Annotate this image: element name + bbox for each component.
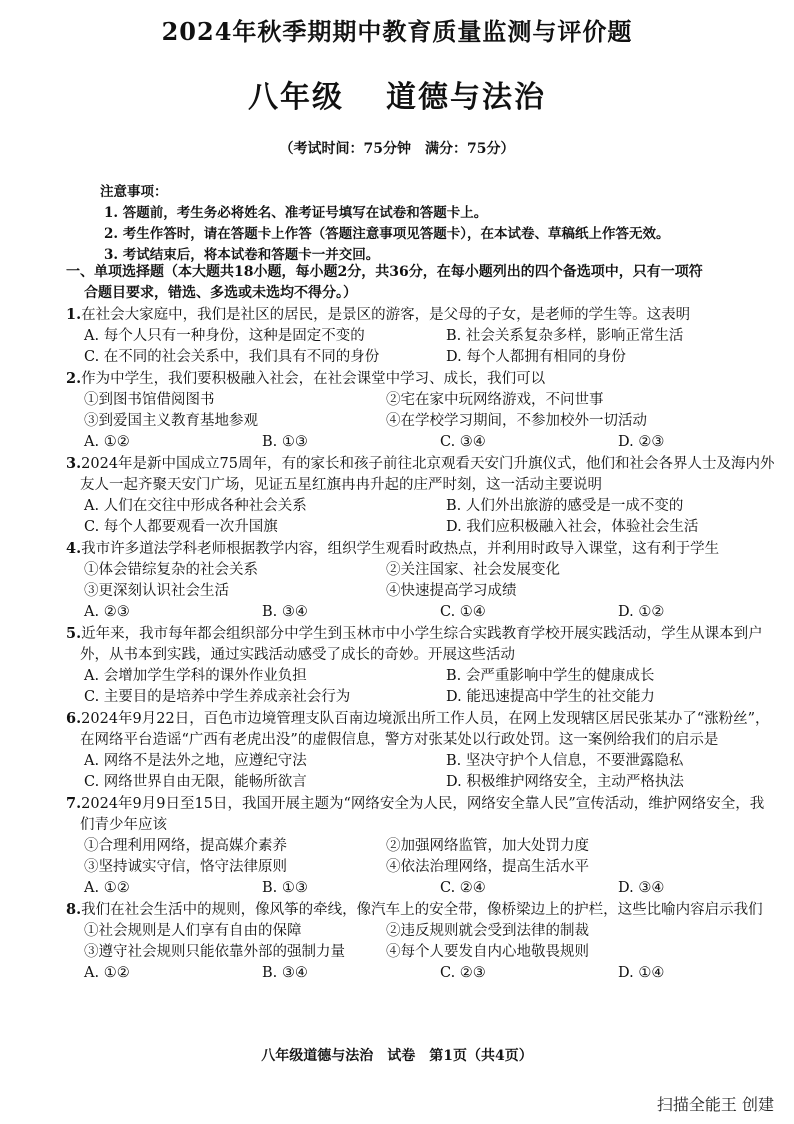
option-a: A. 网络不是法外之地，应遵纪守法 xyxy=(84,753,307,769)
option-c: C. ①④ xyxy=(440,604,486,620)
notice-item: 3. 考试结束后，将本试卷和答题卡一并交回。 xyxy=(104,247,380,263)
exam-title: 2024年秋季期期中教育质量监测与评价题 xyxy=(161,17,633,46)
question-7 xyxy=(66,793,778,899)
statement-3: ③更深刻认识社会生活 xyxy=(84,583,229,599)
option-b: B. ③④ xyxy=(262,604,308,620)
option-b: B. ③④ xyxy=(262,965,308,981)
option-d: D. 积极维护网络安全，主动严格执法 xyxy=(446,774,684,790)
statement-4: ④每个人要发自内心地敬畏规则 xyxy=(386,944,589,960)
question-stem: 近年来，我市每年都会组织部分中学生到玉林市中小学生综合实践教育学校开展实践活动，学生从课本到户外，从书本到实践，通过实践活动感受了成长的奇妙。开展这些活动 xyxy=(80,626,763,663)
statement-3: ③到爱国主义教育基地参观 xyxy=(84,413,258,429)
question-number: 6. xyxy=(66,710,82,727)
subject-label: 道德与法治 xyxy=(386,80,546,115)
statement-2: ②加强网络监管，加大处罚力度 xyxy=(386,838,589,854)
statement-3: ③遵守社会规则只能依靠外部的强制力量 xyxy=(84,944,345,960)
statement-1: ①体会错综复杂的社会关系 xyxy=(84,562,258,578)
option-c: C. 网络世界自由无限，能畅所欲言 xyxy=(84,774,307,790)
notice-block xyxy=(100,180,780,266)
question-4 xyxy=(66,538,778,623)
question-number: 4. xyxy=(66,540,82,557)
subject-heading xyxy=(0,72,794,116)
option-b: B. 社会关系复杂多样，影响正常生活 xyxy=(446,328,684,344)
option-c: C. ②③ xyxy=(440,965,486,981)
option-d: D. ②③ xyxy=(618,434,665,450)
question-stem: 我市许多道法学科老师根据教学内容，组织学生观看时政热点，并利用时政导入课堂，这有利于学生 xyxy=(81,541,720,557)
option-a: A. 人们在交往中形成各种社会关系 xyxy=(84,498,307,514)
exam-info: （考试时间：75分钟 满分：75分） xyxy=(279,141,515,157)
statement-2: ②违反规则就会受到法律的制裁 xyxy=(386,923,589,939)
statement-2: ②宅在家中玩网络游戏，不问世事 xyxy=(386,392,604,408)
notice-item: 1. 答题前，考生务必将姓名、准考证号填写在试卷和答题卡上。 xyxy=(104,205,488,221)
page-footer: 八年级道德与法治 试卷 第1页（共4页） xyxy=(261,1048,533,1064)
statement-1: ①到图书馆借阅图书 xyxy=(84,392,215,408)
option-a: A. ①② xyxy=(84,965,130,981)
question-5 xyxy=(66,623,778,708)
option-a: A. 会增加学生学科的课外作业负担 xyxy=(84,668,307,684)
question-number: 8. xyxy=(66,901,82,918)
statement-4: ④在学校学习期间，不参加校外一切活动 xyxy=(386,413,647,429)
section-line: 合题目要求，错选、多选或未选均不得分。） xyxy=(84,285,357,301)
question-stem: 我们在社会生活中的规则，像风筝的牵线，像汽车上的安全带，像桥梁边上的护栏，这些比喻内容启示我们 xyxy=(81,902,763,918)
option-b: B. ①③ xyxy=(262,434,308,450)
option-c: C. 每个人都要观看一次升国旗 xyxy=(84,519,278,535)
notice-heading: 注意事项： xyxy=(100,184,168,200)
option-b: B. ①③ xyxy=(262,880,308,896)
option-c: C. 主要目的是培养中学生养成亲社会行为 xyxy=(84,689,351,705)
question-number: 2. xyxy=(66,370,82,387)
option-d: D. ③④ xyxy=(618,880,665,896)
question-stem: 2024年9月9日至15日，我国开展主题为“网络安全为人民，网络安全靠人民”宣传活动，维护网络安全，我们青少年应该 xyxy=(80,796,765,833)
question-list xyxy=(66,304,778,984)
question-stem: 在社会大家庭中，我们是社区的居民，是景区的游客，是父母的子女，是老师的学生等。这表明 xyxy=(81,307,691,323)
statement-4: ④依法治理网络，提高生活水平 xyxy=(386,859,589,875)
option-b: B. 会严重影响中学生的健康成长 xyxy=(446,668,655,684)
question-2 xyxy=(66,368,778,453)
statement-4: ④快速提高学习成绩 xyxy=(386,583,517,599)
statement-1: ①合理利用网络，提高媒介素养 xyxy=(84,838,287,854)
question-number: 5. xyxy=(66,625,82,642)
option-d: D. 每个人都拥有相同的身份 xyxy=(446,349,626,365)
statement-1: ①社会规则是人们享有自由的保障 xyxy=(84,923,302,939)
option-c: C. 在不同的社会关系中，我们具有不同的身份 xyxy=(84,349,380,365)
question-number: 1. xyxy=(66,306,82,323)
option-b: B. 坚决守护个人信息，不要泄露隐私 xyxy=(446,753,684,769)
option-c: C. ②④ xyxy=(440,880,486,896)
option-d: D. 能迅速提高中学生的社交能力 xyxy=(446,689,655,705)
grade-label: 八年级 xyxy=(248,80,344,115)
section-instructions xyxy=(66,262,778,304)
option-d: D. ①④ xyxy=(618,965,665,981)
option-a: A. 每个人只有一种身份，这种是固定不变的 xyxy=(84,328,365,344)
statement-2: ②关注国家、社会发展变化 xyxy=(386,562,560,578)
question-number: 7. xyxy=(66,795,82,812)
section-line: 一、单项选择题（本大题共18小题，每小题2分，共36分，在每小题列出的四个备选项中，只有一项符 xyxy=(66,264,703,280)
option-d: D. 我们应积极融入社会，体验社会生活 xyxy=(446,519,699,535)
scanner-watermark: 扫描全能王 创建 xyxy=(656,1095,774,1114)
option-a: A. ①② xyxy=(84,434,130,450)
question-8 xyxy=(66,899,778,984)
question-number: 3. xyxy=(66,455,82,472)
notice-item: 2. 考生作答时，请在答题卡上作答（答题注意事项见答题卡），在本试卷、草稿纸上作答无效。 xyxy=(104,226,670,242)
option-a: A. ①② xyxy=(84,880,130,896)
question-3 xyxy=(66,453,778,538)
option-b: B. 人们外出旅游的感受是一成不变的 xyxy=(446,498,684,514)
option-a: A. ②③ xyxy=(84,604,130,620)
question-1 xyxy=(66,304,778,368)
question-6 xyxy=(66,708,778,793)
question-stem: 2024年是新中国成立75周年，有的家长和孩子前往北京观看天安门升旗仪式，他们和社会各界人士及海内外友人一起齐聚天安门广场，见证五星红旗冉冉升起的庄严时刻，这一活动主要说明 xyxy=(80,456,775,493)
option-d: D. ①② xyxy=(618,604,665,620)
option-c: C. ③④ xyxy=(440,434,486,450)
statement-3: ③坚持诚实守信，恪守法律原则 xyxy=(84,859,287,875)
question-stem: 2024年9月22日，百色市边境管理支队百南边境派出所工作人员，在网上发现辖区居民张某办了“涨粉丝”，在网络平台造谣“广西有老虎出没”的虚假信息，警方对张某处以行政处罚。这一案例给我们的启示是 xyxy=(80,711,770,748)
question-stem: 作为中学生，我们要积极融入社会，在社会课堂中学习、成长，我们可以 xyxy=(81,371,546,387)
